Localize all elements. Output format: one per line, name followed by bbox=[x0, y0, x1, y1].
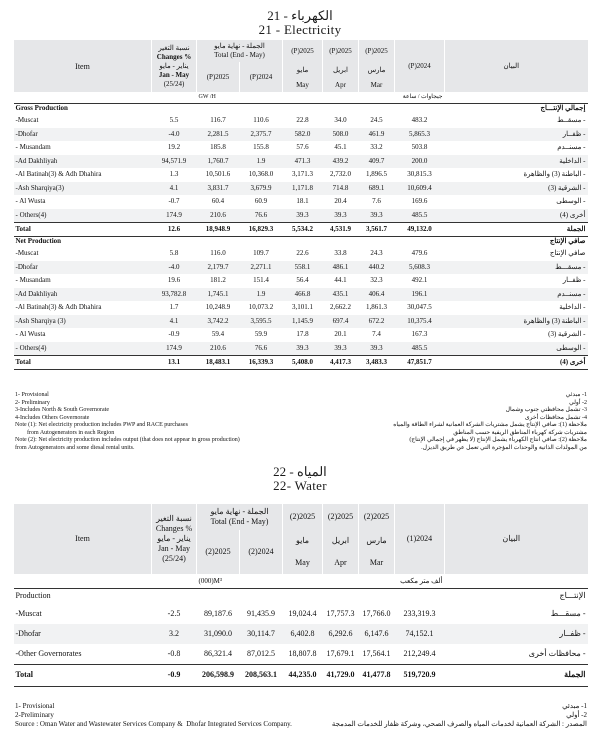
electricity-table bbox=[13, 40, 588, 370]
cell-ch: -0.8 bbox=[167, 648, 181, 658]
cell-ch: 4.1 bbox=[152, 182, 197, 196]
table-row bbox=[14, 182, 588, 196]
row-label-en: -Dhofar bbox=[14, 261, 152, 275]
cell-apr: 17,679.1 bbox=[326, 648, 355, 658]
water-col-may-en: May bbox=[283, 552, 323, 574]
note-line: 1- مبدئي bbox=[565, 392, 587, 398]
cell-y24: 5,608.3 bbox=[395, 261, 445, 275]
cell-y24: 30,047.5 bbox=[407, 303, 432, 312]
water-table bbox=[13, 504, 588, 687]
water-col-may-ar: مايو bbox=[283, 530, 323, 552]
water-col-mar-ar: مارس bbox=[359, 530, 395, 552]
cell-apr: 33.8 bbox=[334, 249, 347, 258]
table-row bbox=[14, 168, 588, 182]
cell-y24: 212,249.4 bbox=[403, 648, 436, 658]
cell-apr: 45.1 bbox=[334, 143, 347, 152]
row-label-ar: - الشرقية (3) bbox=[548, 330, 586, 339]
cell-mar: 39.3 bbox=[359, 209, 395, 223]
row-label-ar: - مسقـــط bbox=[445, 261, 588, 275]
cell-ch: 1.3 bbox=[169, 170, 179, 179]
cell-t25: 3,742.2 bbox=[197, 315, 240, 329]
note-line: 2- أولي bbox=[569, 399, 587, 406]
cell-mar: 32.3 bbox=[370, 276, 383, 285]
note-line: 2- أولي bbox=[566, 711, 587, 719]
row-label-ar: - الداخلية bbox=[559, 303, 586, 312]
electricity-notes-ar bbox=[317, 392, 587, 452]
row-label-en: -Ad Dakhliyah bbox=[14, 155, 152, 169]
water-col-total-2025: (2)2025 bbox=[197, 530, 240, 574]
cell-t25: 2,179.7 bbox=[197, 261, 240, 275]
table-row bbox=[14, 114, 588, 128]
change-header: نسبة التغير Changes % يناير - مايو Jan - May (25/24) bbox=[152, 40, 197, 92]
cell-y24: 479.6 bbox=[411, 249, 428, 258]
table-row bbox=[14, 328, 588, 342]
cell-may: 558.1 bbox=[283, 261, 323, 275]
row-label-en: -Other Governorates bbox=[15, 648, 82, 658]
cell-y24: 196.1 bbox=[395, 288, 445, 302]
cell-t24: 10,073.2 bbox=[248, 303, 274, 312]
row-label-en: - Al Wusta bbox=[15, 330, 46, 339]
electricity-title-ar: 21 - الكهرباء bbox=[267, 8, 333, 23]
row-label-ar: - مسقـــط bbox=[550, 609, 586, 618]
water-title bbox=[0, 465, 600, 493]
water-item-header: Item bbox=[14, 504, 152, 574]
table-row bbox=[14, 195, 588, 209]
gross-rows bbox=[14, 114, 588, 222]
cell-may: 3,171.3 bbox=[292, 170, 313, 179]
row-label-ar: - ظفــار bbox=[445, 128, 588, 142]
note-line: 3-Includes North & South Governorate bbox=[15, 407, 109, 413]
cell-may: 471.3 bbox=[283, 155, 323, 169]
water-rows bbox=[14, 604, 588, 664]
water-unit-en: (000)M³ bbox=[198, 576, 222, 585]
row-label-ar: - الداخلية bbox=[445, 155, 588, 169]
table-row bbox=[14, 644, 588, 664]
unit-en: GW /H bbox=[198, 93, 216, 100]
cell-ch: -4.0 bbox=[152, 128, 197, 142]
row-label-ar: - الوسطى bbox=[445, 342, 588, 356]
cell-t24: 2,375.7 bbox=[240, 128, 283, 142]
cell-ch: 93,782.8 bbox=[152, 288, 197, 302]
row-label-ar: - مسقــط bbox=[557, 116, 586, 125]
cell-apr: 439.2 bbox=[323, 155, 359, 169]
row-label-en: -Dhofar bbox=[14, 624, 152, 644]
cell-apr: 2,732.0 bbox=[330, 170, 351, 179]
row-label-ar: - مسنــدم bbox=[445, 288, 588, 302]
cell-mar: 24.3 bbox=[370, 249, 383, 258]
cell-t25: 59.4 bbox=[211, 330, 225, 339]
net-production-label: Net Production bbox=[15, 237, 62, 246]
water-col-2025-mar-year: (2)2025 bbox=[359, 504, 395, 530]
cell-apr: 6,292.6 bbox=[323, 624, 359, 644]
water-label-header: البيان bbox=[445, 504, 588, 574]
cell-y24: 10,609.4 bbox=[395, 182, 445, 196]
cell-ch: 19.2 bbox=[167, 143, 181, 152]
cell-mar: 461.9 bbox=[359, 128, 395, 142]
note-line: ملاحظة (1): صافي الإنتاج يشمل مشتريات الشركة العمانية لشراء الطاقة والمياه bbox=[393, 422, 587, 428]
net-rows bbox=[14, 247, 588, 355]
cell-t24: 2,271.1 bbox=[240, 261, 283, 275]
water-col-2025-may-year: (2)2025 bbox=[283, 504, 323, 530]
cell-t24: 3,595.5 bbox=[240, 315, 283, 329]
water-col-total-2024: (2)2024 bbox=[240, 530, 283, 574]
note-line: 1- مبدئي bbox=[562, 702, 587, 710]
cell-may: 18,807.8 bbox=[288, 648, 317, 658]
col-apr-ar: ابريل bbox=[323, 62, 359, 78]
water-notes-ar bbox=[331, 702, 587, 729]
cell-y24: 5,865.3 bbox=[395, 128, 445, 142]
cell-t24: 87,012.5 bbox=[247, 648, 275, 658]
row-label-ar: صافي الإنتاج bbox=[549, 249, 586, 258]
row-label-ar: - الباطنة (3) والظاهرة bbox=[523, 170, 586, 179]
row-label-en: -Ash Sharqiya(3) bbox=[14, 182, 152, 196]
cell-t25: 1,760.7 bbox=[197, 155, 240, 169]
table-row bbox=[14, 342, 588, 356]
cell-t24: 60.9 bbox=[254, 197, 268, 206]
electricity-notes-en bbox=[15, 392, 315, 452]
row-label-en: -Muscat bbox=[15, 609, 42, 618]
cell-y24: 10,375.4 bbox=[395, 315, 445, 329]
cell-t24: 3,679.9 bbox=[240, 182, 283, 196]
row-label-en: - Al Wusta bbox=[15, 197, 46, 206]
row-label-ar: - الباطنة (3) والظاهرة bbox=[445, 315, 588, 329]
cell-apr: 44.1 bbox=[334, 276, 347, 285]
note-line: Source : Oman Water and Wastewater Services Company & Dhofar Integrated Services Company. bbox=[15, 720, 292, 728]
note-line: from Autogenerators in each Region bbox=[15, 429, 115, 436]
table-row bbox=[14, 315, 588, 329]
cell-ch: 174.9 bbox=[152, 209, 197, 223]
cell-apr: 486.1 bbox=[323, 261, 359, 275]
cell-t24: 76.6 bbox=[240, 342, 283, 356]
cell-t24: 1.9 bbox=[240, 288, 283, 302]
note-line: Note (2): Net electricity production includes output (that does not appear in gross production) bbox=[15, 437, 240, 443]
col-total-2025: (P)2025 bbox=[197, 62, 240, 92]
cell-t24: 155.8 bbox=[253, 143, 269, 152]
cell-may: 39.3 bbox=[283, 209, 323, 223]
row-label-en: -Dhofar bbox=[14, 128, 152, 142]
col-total-2024: (P)2024 bbox=[240, 62, 283, 92]
cell-ch: 3.2 bbox=[152, 624, 197, 644]
cell-t25: 89,187.6 bbox=[204, 609, 232, 618]
cell-y24: 503.8 bbox=[411, 143, 428, 152]
cell-y24: 485.5 bbox=[395, 342, 445, 356]
cell-y24: 167.3 bbox=[411, 330, 428, 339]
water-production-label-ar: الإنتـــاج bbox=[445, 588, 588, 604]
cell-t24: 10,368.0 bbox=[248, 170, 274, 179]
water-col-2025-apr-year: (2)2025 bbox=[323, 504, 359, 530]
cell-ch: 174.9 bbox=[152, 342, 197, 356]
cell-mar: 6,147.6 bbox=[359, 624, 395, 644]
col-2024-header: (P)2024 bbox=[395, 40, 445, 92]
table-row bbox=[14, 274, 588, 288]
table-row bbox=[14, 155, 588, 169]
row-label-en: -Ad Dakhliyah bbox=[14, 288, 152, 302]
cell-t24: 30,114.7 bbox=[240, 624, 283, 644]
cell-t25: 31,090.0 bbox=[197, 624, 240, 644]
water-title-en: 22- Water bbox=[273, 478, 327, 493]
cell-mar: 24.5 bbox=[370, 116, 383, 125]
cell-t25: 210.6 bbox=[197, 342, 240, 356]
cell-may: 56.4 bbox=[296, 276, 309, 285]
cell-mar: 17,564.1 bbox=[362, 648, 391, 658]
cell-y24: 30,815.3 bbox=[407, 170, 432, 179]
col-2025-mar-year: (P)2025 bbox=[359, 40, 395, 62]
gross-total-row: Total 12.6 18,948.9 16,829.3 5,534.2 4,531.9 3,561.7 49,132.0 الجملة bbox=[14, 222, 588, 236]
water-unit-ar: ألف متر مكعب bbox=[400, 576, 443, 585]
water-title-ar: 22 - المياه bbox=[273, 464, 327, 479]
water-total-row: Total -0.9 206,598.9 208,563.1 44,235.0 41,729.0 41,477.8 519,720.9 الجملة bbox=[14, 664, 588, 686]
net-production-label-ar: صافي الإنتاج bbox=[549, 237, 586, 246]
note-line: 3- تشمل محافظتي جنوب وشمال bbox=[505, 407, 587, 413]
row-label-en: -Ash Sharqiya (3) bbox=[14, 315, 152, 329]
cell-ch: -0.9 bbox=[168, 330, 180, 339]
cell-apr: 20.1 bbox=[334, 330, 347, 339]
cell-mar: 17,766.0 bbox=[362, 609, 391, 618]
table-row bbox=[14, 301, 588, 315]
cell-t25: 1,745.1 bbox=[197, 288, 240, 302]
cell-may: 39.3 bbox=[283, 342, 323, 356]
col-mar-en: Mar bbox=[359, 78, 395, 92]
row-label-en: -Muscat bbox=[15, 116, 39, 125]
note-line: مشتريات شركة كهرباء المناطق الريفية حسب المناطق bbox=[453, 429, 587, 436]
cell-mar: 409.7 bbox=[359, 155, 395, 169]
table-row bbox=[14, 261, 588, 275]
cell-t24: 1.9 bbox=[240, 155, 283, 169]
cell-mar: 406.4 bbox=[359, 288, 395, 302]
cell-t25: 86,321.4 bbox=[204, 648, 232, 658]
table-row bbox=[14, 128, 588, 142]
total-header: الجملة - نهاية مايو Total (End - May) bbox=[197, 40, 283, 62]
cell-may: 466.8 bbox=[283, 288, 323, 302]
row-label-en: - Musandam bbox=[15, 276, 51, 285]
cell-ch: -0.7 bbox=[168, 197, 180, 206]
note-line: ملاحظة (2): صافي انتاج الكهرباء يشمل الإنتاج (لا يظهر في إجمالي الإنتاج) bbox=[409, 437, 587, 443]
table-row bbox=[14, 624, 588, 644]
cell-t24: 151.4 bbox=[253, 276, 269, 285]
cell-apr: 20.4 bbox=[334, 197, 347, 206]
row-label-en: - Others(4) bbox=[14, 342, 152, 356]
note-line: 2- Preliminary bbox=[15, 399, 50, 406]
row-label-en: - Musandam bbox=[15, 143, 51, 152]
cell-mar: 39.3 bbox=[359, 342, 395, 356]
cell-t24: 109.7 bbox=[253, 249, 269, 258]
note-line: Note (1): Net electricity production includes PWP and RACE purchases bbox=[15, 422, 188, 428]
net-total-row: Total 13.1 18,483.1 16,339.3 5,408.0 4,417.3 3,483.3 47,851.7 أخرى (4) bbox=[14, 355, 588, 369]
water-total-header: الجملة - نهاية مايو Total (End - May) bbox=[197, 504, 283, 530]
table-row bbox=[14, 604, 588, 624]
water-notes bbox=[15, 702, 587, 747]
note-line: 1- Provisional bbox=[15, 392, 49, 398]
cell-ch: 94,571.9 bbox=[152, 155, 197, 169]
cell-y24: 200.0 bbox=[395, 155, 445, 169]
cell-may: 3,101.1 bbox=[292, 303, 313, 312]
label-header: البيان bbox=[445, 40, 588, 92]
cell-mar: 440.2 bbox=[359, 261, 395, 275]
cell-ch: 19.6 bbox=[167, 276, 181, 285]
cell-t25: 116.0 bbox=[210, 249, 226, 258]
row-label-en: -Muscat bbox=[15, 249, 39, 258]
cell-ch: -2.5 bbox=[167, 609, 181, 618]
note-line: 4-Includes Others Governorate bbox=[15, 414, 90, 421]
cell-t25: 116.7 bbox=[210, 116, 226, 125]
row-label-en: -Al Batinah(3) & Adh Dhahira bbox=[15, 303, 102, 312]
row-label-ar: - مسنــدم bbox=[557, 143, 586, 152]
cell-mar: 672.2 bbox=[359, 315, 395, 329]
cell-apr: 39.3 bbox=[323, 209, 359, 223]
water-change-header: نسبة التغير Changes % يناير - مايو Jan - May (25/24) bbox=[152, 504, 197, 574]
row-label-ar: - الوسطى bbox=[556, 197, 586, 206]
cell-mar: 7.6 bbox=[372, 197, 381, 206]
gross-production-label: Gross Production bbox=[14, 103, 152, 114]
cell-t24: 91,435.9 bbox=[247, 609, 275, 618]
table-row bbox=[14, 209, 588, 223]
cell-t24: 110.6 bbox=[253, 116, 269, 125]
electricity-notes bbox=[15, 392, 587, 454]
water-col-apr-ar: ابريل bbox=[323, 530, 359, 552]
cell-mar: 33.2 bbox=[370, 143, 383, 152]
cell-y24: 492.1 bbox=[411, 276, 428, 285]
note-line: from Autogenerators and some diesal rental units. bbox=[15, 444, 135, 451]
cell-may: 1,171.8 bbox=[283, 182, 323, 196]
row-label-ar: - ظفــار bbox=[445, 624, 588, 644]
cell-apr: 39.3 bbox=[323, 342, 359, 356]
cell-mar: 1,861.3 bbox=[366, 303, 387, 312]
cell-ch: 1.7 bbox=[169, 303, 179, 312]
cell-apr: 17,757.3 bbox=[326, 609, 355, 618]
cell-apr: 34.0 bbox=[334, 116, 347, 125]
unit-ar: جيجاوات / ساعة bbox=[402, 93, 443, 100]
row-label-en: - Others(4) bbox=[14, 209, 152, 223]
water-col-2024-header: (1)2024 bbox=[395, 504, 445, 574]
cell-t25: 181.2 bbox=[210, 276, 226, 285]
row-label-ar: - محافظات أخرى bbox=[528, 648, 586, 658]
cell-may: 582.0 bbox=[283, 128, 323, 142]
note-line: 1- Provisional bbox=[15, 702, 55, 710]
cell-apr: 697.4 bbox=[323, 315, 359, 329]
cell-apr: 714.8 bbox=[323, 182, 359, 196]
cell-y24: 169.6 bbox=[411, 197, 428, 206]
col-apr-en: Apr bbox=[323, 78, 359, 92]
cell-may: 22.6 bbox=[296, 249, 309, 258]
cell-t25: 2,281.5 bbox=[197, 128, 240, 142]
cell-may: 1,145.9 bbox=[283, 315, 323, 329]
row-label-ar: - ظفــار bbox=[562, 276, 586, 285]
cell-ch: 4.1 bbox=[152, 315, 197, 329]
cell-ch: 5.8 bbox=[169, 249, 179, 258]
cell-may: 6,402.8 bbox=[283, 624, 323, 644]
water-notes-en bbox=[15, 702, 292, 729]
electricity-title bbox=[0, 9, 600, 37]
cell-t24: 59.9 bbox=[254, 330, 268, 339]
row-label-ar: أخرى (4) bbox=[445, 209, 588, 223]
cell-y24: 485.5 bbox=[395, 209, 445, 223]
cell-apr: 508.0 bbox=[323, 128, 359, 142]
cell-t25: 185.8 bbox=[210, 143, 226, 152]
water-production-label: Production bbox=[14, 588, 152, 604]
table-row bbox=[14, 247, 588, 261]
col-may-ar: مايو bbox=[283, 62, 323, 78]
item-header: Item bbox=[14, 40, 152, 92]
note-line: 4- تشمل محافظات أخرى bbox=[524, 414, 587, 421]
cell-t25: 10,248.9 bbox=[205, 303, 231, 312]
cell-may: 19,024.4 bbox=[288, 609, 317, 618]
cell-t24: 76.6 bbox=[240, 209, 283, 223]
col-may-en: May bbox=[283, 78, 323, 92]
cell-mar: 1,896.5 bbox=[366, 170, 387, 179]
cell-t25: 10,501.6 bbox=[205, 170, 231, 179]
cell-t25: 210.6 bbox=[197, 209, 240, 223]
cell-t25: 3,831.7 bbox=[197, 182, 240, 196]
col-2025-apr-year: (P)2025 bbox=[323, 40, 359, 62]
cell-mar: 7.4 bbox=[372, 330, 381, 339]
water-col-apr-en: Apr bbox=[323, 552, 359, 574]
cell-y24: 233,319.3 bbox=[403, 609, 436, 618]
cell-apr: 2,662.2 bbox=[330, 303, 351, 312]
cell-may: 17.8 bbox=[296, 330, 309, 339]
cell-t25: 60.4 bbox=[211, 197, 225, 206]
cell-mar: 689.1 bbox=[359, 182, 395, 196]
cell-apr: 435.1 bbox=[323, 288, 359, 302]
note-line: المصدر : الشركة العمانية لخدمات المياه والصرف الصحي، وشركة ظفار للخدمات المدمجة bbox=[331, 720, 587, 728]
cell-may: 57.6 bbox=[296, 143, 309, 152]
gross-production-label-ar: إجمالي الإنتـــاج bbox=[445, 103, 588, 114]
note-line: من المولدات الذاتية والوحدات المؤجرة التي تعمل عن طريق الديزل. bbox=[421, 444, 587, 451]
cell-may: 18.1 bbox=[296, 197, 309, 206]
cell-may: 22.8 bbox=[296, 116, 309, 125]
table-row bbox=[14, 141, 588, 155]
row-label-ar: - الشرقية (3) bbox=[445, 182, 588, 196]
note-line: 2-Preliminary bbox=[15, 711, 54, 719]
cell-ch: -4.0 bbox=[152, 261, 197, 275]
col-mar-ar: مارس bbox=[359, 62, 395, 78]
cell-y24: 74,152.1 bbox=[395, 624, 445, 644]
table-row bbox=[14, 288, 588, 302]
cell-ch: 5.5 bbox=[169, 116, 179, 125]
col-2025-may-year: (P)2025 bbox=[283, 40, 323, 62]
row-label-en: -Al Batinah(3) & Adh Dhahira bbox=[15, 170, 102, 179]
cell-y24: 483.2 bbox=[411, 116, 428, 125]
water-col-mar-en: Mar bbox=[359, 552, 395, 574]
electricity-title-en: 21 - Electricity bbox=[258, 22, 342, 37]
